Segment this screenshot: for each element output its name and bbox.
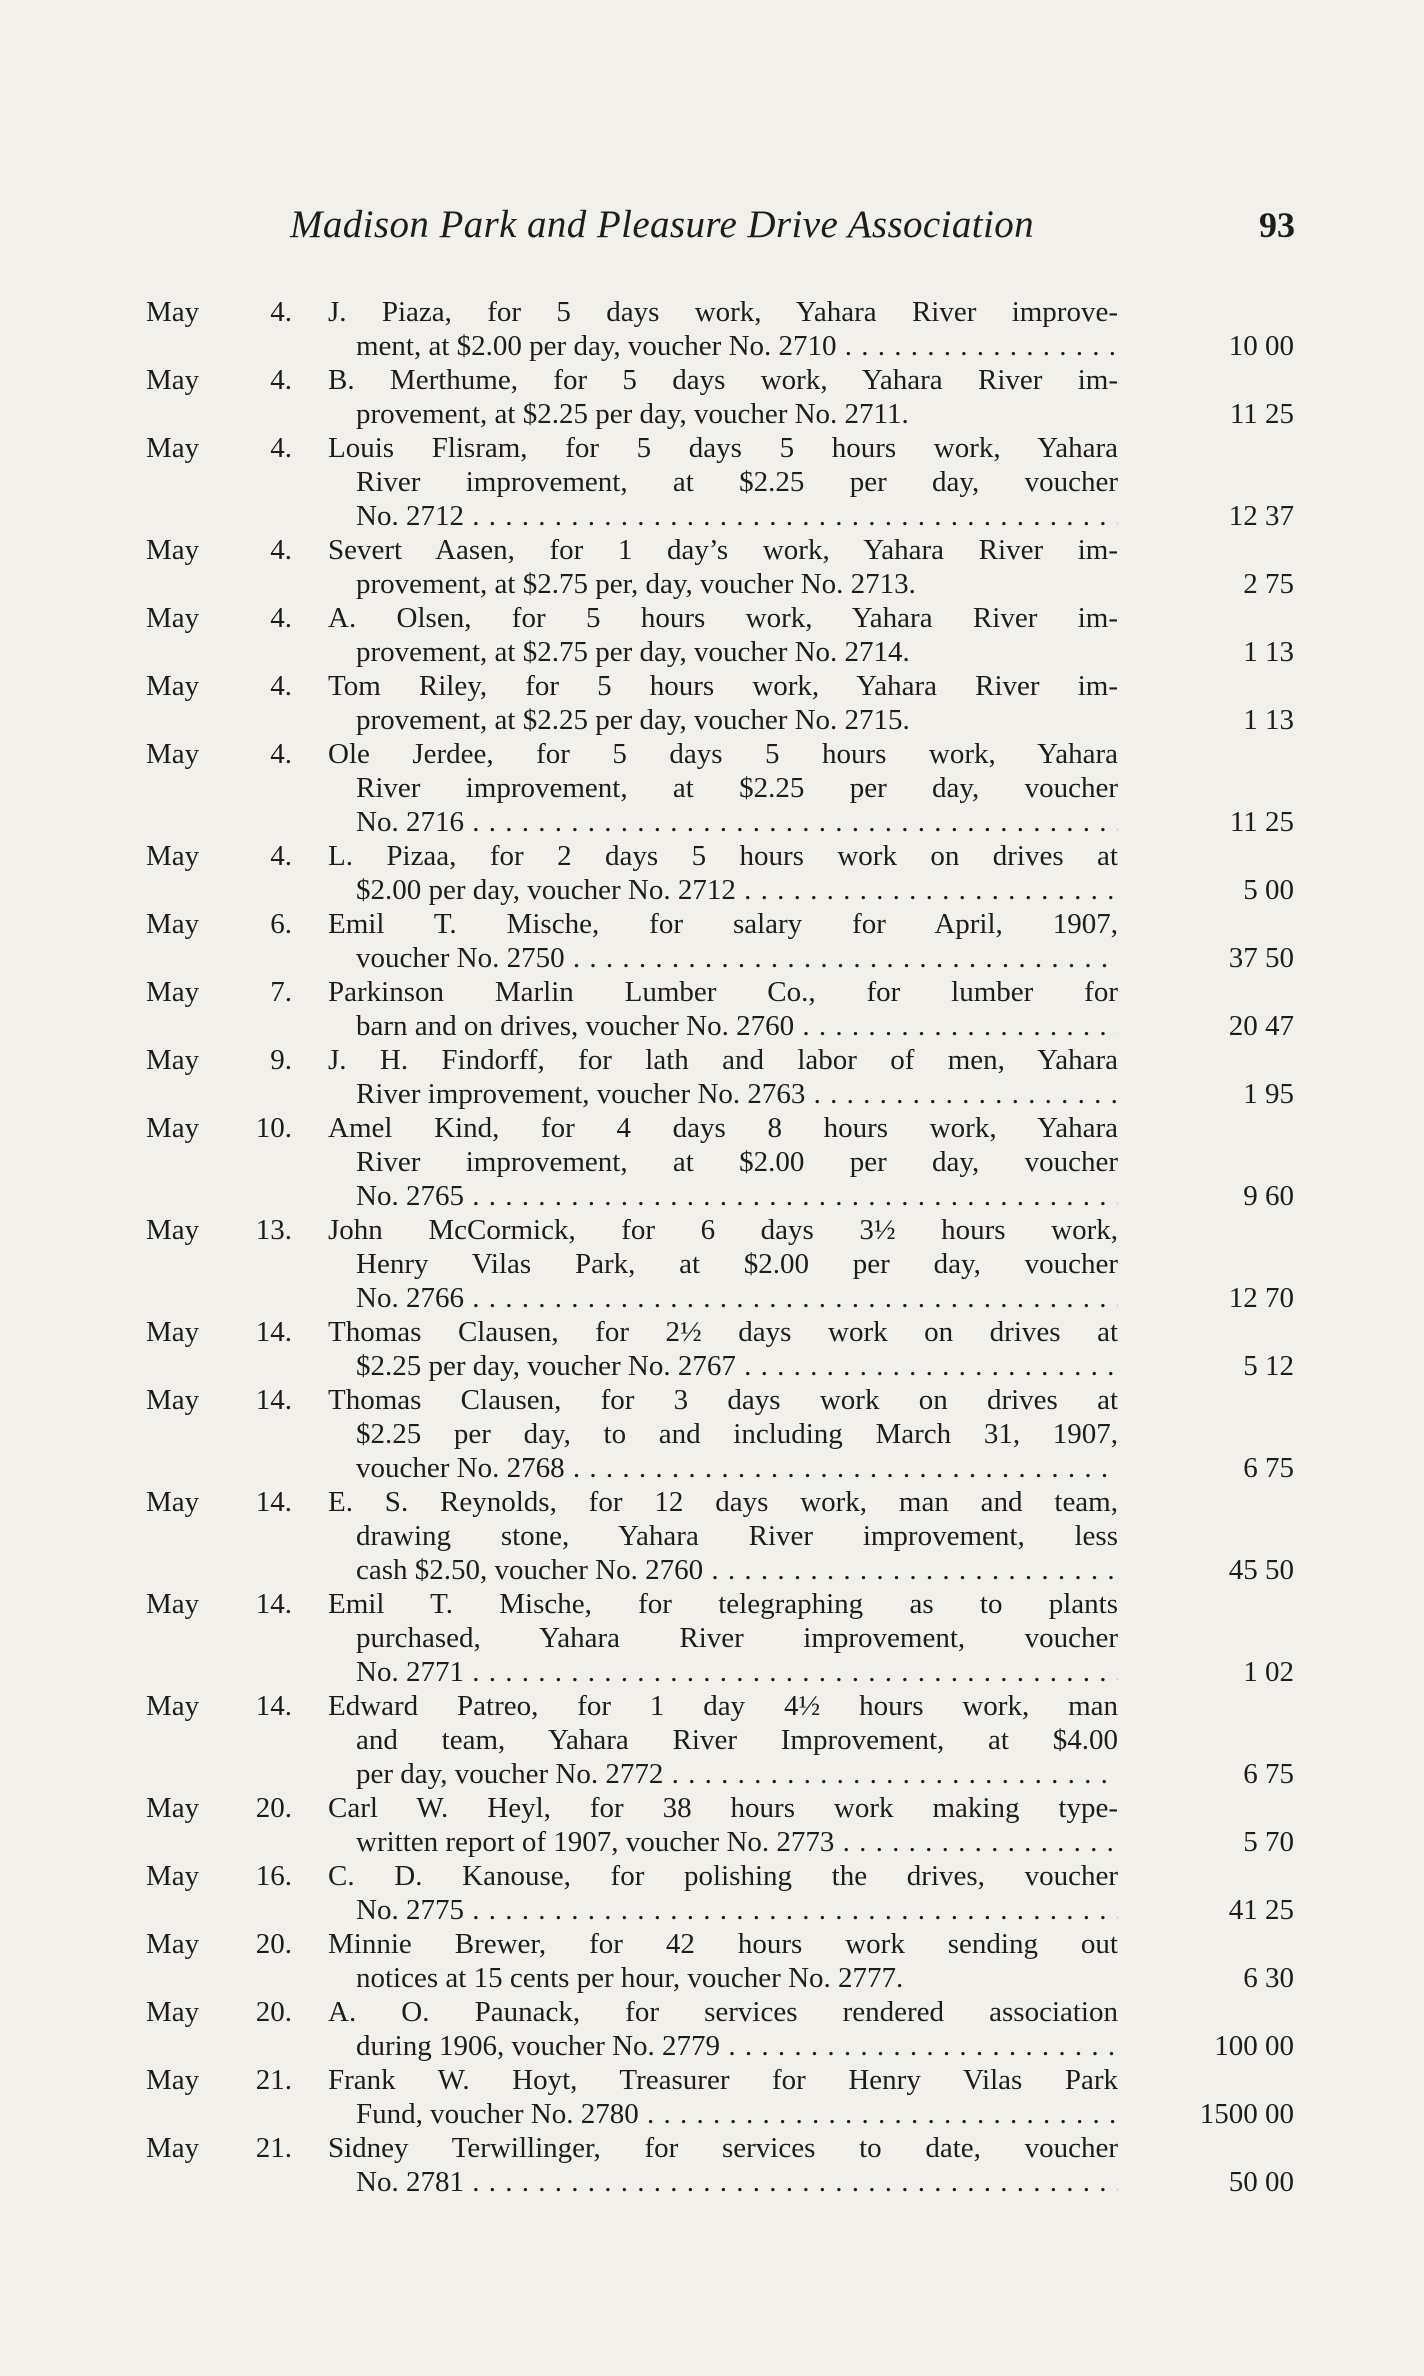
entry-line [0, 1995, 1424, 2029]
entry-day: 4. [270, 670, 292, 702]
entry-line [0, 1587, 1424, 1621]
entry-line [0, 1825, 1424, 1859]
ledger-entry [0, 1995, 1424, 2063]
entry-month: May [146, 1860, 200, 1892]
ledger-entry [0, 907, 1424, 975]
entry-line [0, 1723, 1424, 1757]
entry-month: May [146, 1996, 200, 2028]
entry-month: May [146, 2064, 200, 2096]
entry-line [0, 1281, 1424, 1315]
ledger-entry [0, 1111, 1424, 1213]
entry-day: 9. [270, 1044, 292, 1076]
entry-amount: 2 75 [1243, 568, 1294, 600]
entry-text: notices at 15 cents per hour, voucher No. 2777. [356, 1962, 904, 1994]
entry-text: Amel Kind, for 4 days 8 hours work, Yahara [328, 1112, 1118, 1144]
entry-line [0, 1145, 1424, 1179]
entry-line [0, 1621, 1424, 1655]
entry-text: River improvement, voucher No. 2763 . . . [356, 1077, 1118, 1111]
entry-month: May [146, 1792, 200, 1824]
entry-text: voucher No. 2768 . . . [356, 1451, 1118, 1485]
entry-line [0, 873, 1424, 907]
ledger-entry [0, 295, 1424, 363]
entry-line [0, 465, 1424, 499]
entry-line [0, 1111, 1424, 1145]
entry-month: May [146, 1384, 200, 1416]
ledger-entry [0, 533, 1424, 601]
entry-day: 14. [255, 1690, 292, 1722]
entry-line [0, 941, 1424, 975]
entry-line [0, 2063, 1424, 2097]
entry-text: John McCormick, for 6 days 3½ hours work, [328, 1214, 1118, 1246]
entry-day: 4. [270, 534, 292, 566]
entry-line [0, 1315, 1424, 1349]
entry-text: No. 2712 . . . [356, 499, 1118, 533]
entry-month: May [146, 1214, 200, 1246]
entry-line [0, 1383, 1424, 1417]
entry-day: 16. [255, 1860, 292, 1892]
entry-text: provement, at $2.25 per day, voucher No. 2715. [356, 704, 910, 736]
entry-line [0, 1043, 1424, 1077]
entry-day: 4. [270, 296, 292, 328]
entry-text: Louis Flisram, for 5 days 5 hours work, Yahara [328, 432, 1118, 464]
entry-line [0, 635, 1424, 669]
entry-line [0, 1009, 1424, 1043]
entry-day: 20. [255, 1928, 292, 1960]
entry-line [0, 1791, 1424, 1825]
entry-text: Emil T. Mische, for telegraphing as to plants [328, 1588, 1118, 1620]
entry-month: May [146, 1588, 200, 1620]
ledger-entry [0, 1859, 1424, 1927]
entry-day: 13. [255, 1214, 292, 1246]
entry-day: 6. [270, 908, 292, 940]
entry-text: No. 2781 . . . [356, 2165, 1118, 2199]
entry-text: Henry Vilas Park, at $2.00 per day, voucher [356, 1248, 1118, 1280]
entry-month: May [146, 1928, 200, 1960]
entry-text: cash $2.50, voucher No. 2760 . . . [356, 1553, 1118, 1587]
entry-text: $2.25 per day, to and including March 31, 1907, [356, 1418, 1118, 1450]
entry-line [0, 703, 1424, 737]
entry-text: provement, at $2.25 per day, voucher No. 2711. [356, 398, 909, 430]
page-number: 93 [1259, 205, 1295, 245]
entry-day: 21. [255, 2132, 292, 2164]
entry-line [0, 1689, 1424, 1723]
entry-month: May [146, 1044, 200, 1076]
ledger-entry [0, 1383, 1424, 1485]
entry-month: May [146, 670, 200, 702]
entry-line [0, 295, 1424, 329]
entry-amount: 1 13 [1243, 704, 1294, 736]
entry-line [0, 1179, 1424, 1213]
entry-amount: 11 25 [1229, 398, 1294, 430]
running-head [290, 200, 1295, 250]
entry-day: 4. [270, 432, 292, 464]
entry-month: May [146, 602, 200, 634]
entry-text: Minnie Brewer, for 42 hours work sending out [328, 1928, 1118, 1960]
entry-line [0, 329, 1424, 363]
entry-line [0, 2165, 1424, 2199]
ledger-entry [0, 1043, 1424, 1111]
ledger-entry [0, 737, 1424, 839]
entry-line [0, 1077, 1424, 1111]
entry-text: A. Olsen, for 5 hours work, Yahara River im- [328, 602, 1118, 634]
entry-text: L. Pizaa, for 2 days 5 hours work on drives at [328, 840, 1118, 872]
entry-line [0, 1927, 1424, 1961]
ledger-entry [0, 975, 1424, 1043]
entry-month: May [146, 296, 200, 328]
entry-text: J. H. Findorff, for lath and labor of men, Yahara [328, 1044, 1118, 1076]
entry-month: May [146, 364, 200, 396]
entry-amount: 6 75 [1243, 1758, 1294, 1790]
entry-line [0, 601, 1424, 635]
entry-line [0, 1417, 1424, 1451]
ledger-entry [0, 669, 1424, 737]
entry-day: 14. [255, 1588, 292, 1620]
entry-amount: 1 95 [1243, 1078, 1294, 1110]
entry-amount: 100 00 [1214, 2030, 1294, 2062]
entry-amount: 10 00 [1228, 330, 1294, 362]
entry-line [0, 1485, 1424, 1519]
entry-day: 4. [270, 364, 292, 396]
entry-text: and team, Yahara River Improvement, at $4.00 [356, 1724, 1118, 1756]
ledger-entry [0, 1689, 1424, 1791]
entry-text: provement, at $2.75 per, day, voucher No. 2713. [356, 568, 916, 600]
entry-text: Sidney Terwillinger, for services to date, voucher [328, 2132, 1118, 2164]
entry-month: May [146, 908, 200, 940]
entry-text: No. 2771 . . . [356, 1655, 1118, 1689]
entry-line [0, 669, 1424, 703]
ledger-entry [0, 1587, 1424, 1689]
entry-amount: 37 50 [1228, 942, 1294, 974]
entry-line [0, 431, 1424, 465]
entry-line [0, 1349, 1424, 1383]
entry-line [0, 805, 1424, 839]
entry-month: May [146, 738, 200, 770]
ledger-entry [0, 1791, 1424, 1859]
entry-text: voucher No. 2750 . . . [356, 941, 1118, 975]
ledger-entry [0, 1927, 1424, 1995]
entry-text: drawing stone, Yahara River improvement, less [356, 1520, 1118, 1552]
entry-line [0, 737, 1424, 771]
entry-amount: 6 30 [1243, 1962, 1294, 1994]
ledger-list [0, 295, 1424, 2199]
entry-month: May [146, 2132, 200, 2164]
entry-month: May [146, 432, 200, 464]
entry-month: May [146, 1316, 200, 1348]
entry-amount: 45 50 [1228, 1554, 1294, 1586]
entry-line [0, 975, 1424, 1009]
entry-text: E. S. Reynolds, for 12 days work, man and team, [328, 1486, 1118, 1518]
entry-line [0, 1553, 1424, 1587]
entry-text: Edward Patreo, for 1 day 4½ hours work, man [328, 1690, 1118, 1722]
entry-line [0, 533, 1424, 567]
entry-line [0, 1451, 1424, 1485]
entry-line [0, 771, 1424, 805]
entry-month: May [146, 534, 200, 566]
entry-amount: 20 47 [1228, 1010, 1294, 1042]
entry-line [0, 2131, 1424, 2165]
entry-text: C. D. Kanouse, for polishing the drives, voucher [328, 1860, 1118, 1892]
ledger-entry [0, 363, 1424, 431]
entry-text: B. Merthume, for 5 days work, Yahara River im- [328, 364, 1118, 396]
entry-line [0, 1757, 1424, 1791]
entry-text: barn and on drives, voucher No. 2760 . . . [356, 1009, 1118, 1043]
entry-month: May [146, 1486, 200, 1518]
entry-amount: 12 70 [1228, 1282, 1294, 1314]
entry-amount: 12 37 [1228, 500, 1294, 532]
ledger-entry [0, 601, 1424, 669]
entry-day: 4. [270, 840, 292, 872]
entry-line [0, 2029, 1424, 2063]
entry-day: 10. [255, 1112, 292, 1144]
entry-day: 21. [255, 2064, 292, 2096]
entry-text: River improvement, at $2.25 per day, voucher [356, 466, 1118, 498]
entry-text: per day, voucher No. 2772 . . . [356, 1757, 1118, 1791]
ledger-entry [0, 1315, 1424, 1383]
entry-text: No. 2775 . . . [356, 1893, 1118, 1927]
entry-text: No. 2765 . . . [356, 1179, 1118, 1213]
entry-text: Parkinson Marlin Lumber Co., for lumber for [328, 976, 1118, 1008]
ledger-entry [0, 1213, 1424, 1315]
entry-line [0, 1655, 1424, 1689]
entry-day: 7. [270, 976, 292, 1008]
entry-amount: 5 00 [1243, 874, 1294, 906]
entry-month: May [146, 840, 200, 872]
entry-text: provement, at $2.75 per day, voucher No. 2714. [356, 636, 910, 668]
entry-amount: 50 00 [1228, 2166, 1294, 2198]
entry-text: Frank W. Hoyt, Treasurer for Henry Vilas Park [328, 2064, 1118, 2096]
entry-line [0, 397, 1424, 431]
entry-text: No. 2766 . . . [356, 1281, 1118, 1315]
entry-amount: 11 25 [1229, 806, 1294, 838]
entry-line [0, 1893, 1424, 1927]
entry-line [0, 839, 1424, 873]
entry-text: No. 2716 . . . [356, 805, 1118, 839]
entry-line [0, 907, 1424, 941]
entry-text: J. Piaza, for 5 days work, Yahara River improve- [328, 296, 1118, 328]
entry-line [0, 1519, 1424, 1553]
entry-text: Carl W. Heyl, for 38 hours work making type- [328, 1792, 1118, 1824]
entry-text: Severt Aasen, for 1 day’s work, Yahara River im- [328, 534, 1118, 566]
entry-line [0, 1247, 1424, 1281]
entry-text: during 1906, voucher No. 2779 . . . [356, 2029, 1118, 2063]
entry-day: 4. [270, 738, 292, 770]
entry-line [0, 567, 1424, 601]
entry-line [0, 499, 1424, 533]
entry-month: May [146, 976, 200, 1008]
ledger-entry [0, 431, 1424, 533]
entry-text: Thomas Clausen, for 3 days work on drives at [328, 1384, 1118, 1416]
entry-amount: 5 12 [1243, 1350, 1294, 1382]
entry-day: 14. [255, 1486, 292, 1518]
entry-text: $2.25 per day, voucher No. 2767 . . . [356, 1349, 1118, 1383]
ledger-entry [0, 2131, 1424, 2199]
entry-day: 14. [255, 1384, 292, 1416]
entry-line [0, 1961, 1424, 1995]
entry-month: May [146, 1112, 200, 1144]
entry-day: 4. [270, 602, 292, 634]
entry-amount: 9 60 [1243, 1180, 1294, 1212]
entry-text: A. O. Paunack, for services rendered association [328, 1996, 1118, 2028]
entry-amount: 1500 00 [1199, 2098, 1294, 2130]
page-title: Madison Park and Pleasure Drive Association [290, 203, 1035, 246]
entry-line [0, 1859, 1424, 1893]
ledger-entry [0, 1485, 1424, 1587]
entry-text: River improvement, at $2.25 per day, voucher [356, 772, 1118, 804]
entry-day: 20. [255, 1996, 292, 2028]
entry-text: Emil T. Mische, for salary for April, 1907, [328, 908, 1118, 940]
entry-text: purchased, Yahara River improvement, voucher [356, 1622, 1118, 1654]
entry-amount: 1 13 [1243, 636, 1294, 668]
ledger-entry [0, 839, 1424, 907]
entry-month: May [146, 1690, 200, 1722]
entry-amount: 41 25 [1228, 1894, 1294, 1926]
entry-text: Tom Riley, for 5 hours work, Yahara River im- [328, 670, 1118, 702]
entry-day: 20. [255, 1792, 292, 1824]
entry-text: Thomas Clausen, for 2½ days work on drives at [328, 1316, 1118, 1348]
entry-text: $2.00 per day, voucher No. 2712 . . . [356, 873, 1118, 907]
entry-text: Ole Jerdee, for 5 days 5 hours work, Yahara [328, 738, 1118, 770]
entry-amount: 6 75 [1243, 1452, 1294, 1484]
entry-text: written report of 1907, voucher No. 2773 . . . [356, 1825, 1118, 1859]
entry-text: Fund, voucher No. 2780 . . . [356, 2097, 1118, 2131]
entry-line [0, 1213, 1424, 1247]
entry-day: 14. [255, 1316, 292, 1348]
entry-amount: 1 02 [1243, 1656, 1294, 1688]
entry-text: River improvement, at $2.00 per day, voucher [356, 1146, 1118, 1178]
entry-text: ment, at $2.00 per day, voucher No. 2710 . . . [356, 329, 1118, 363]
entry-amount: 5 70 [1243, 1826, 1294, 1858]
ledger-entry [0, 2063, 1424, 2131]
entry-line [0, 2097, 1424, 2131]
entry-line [0, 363, 1424, 397]
